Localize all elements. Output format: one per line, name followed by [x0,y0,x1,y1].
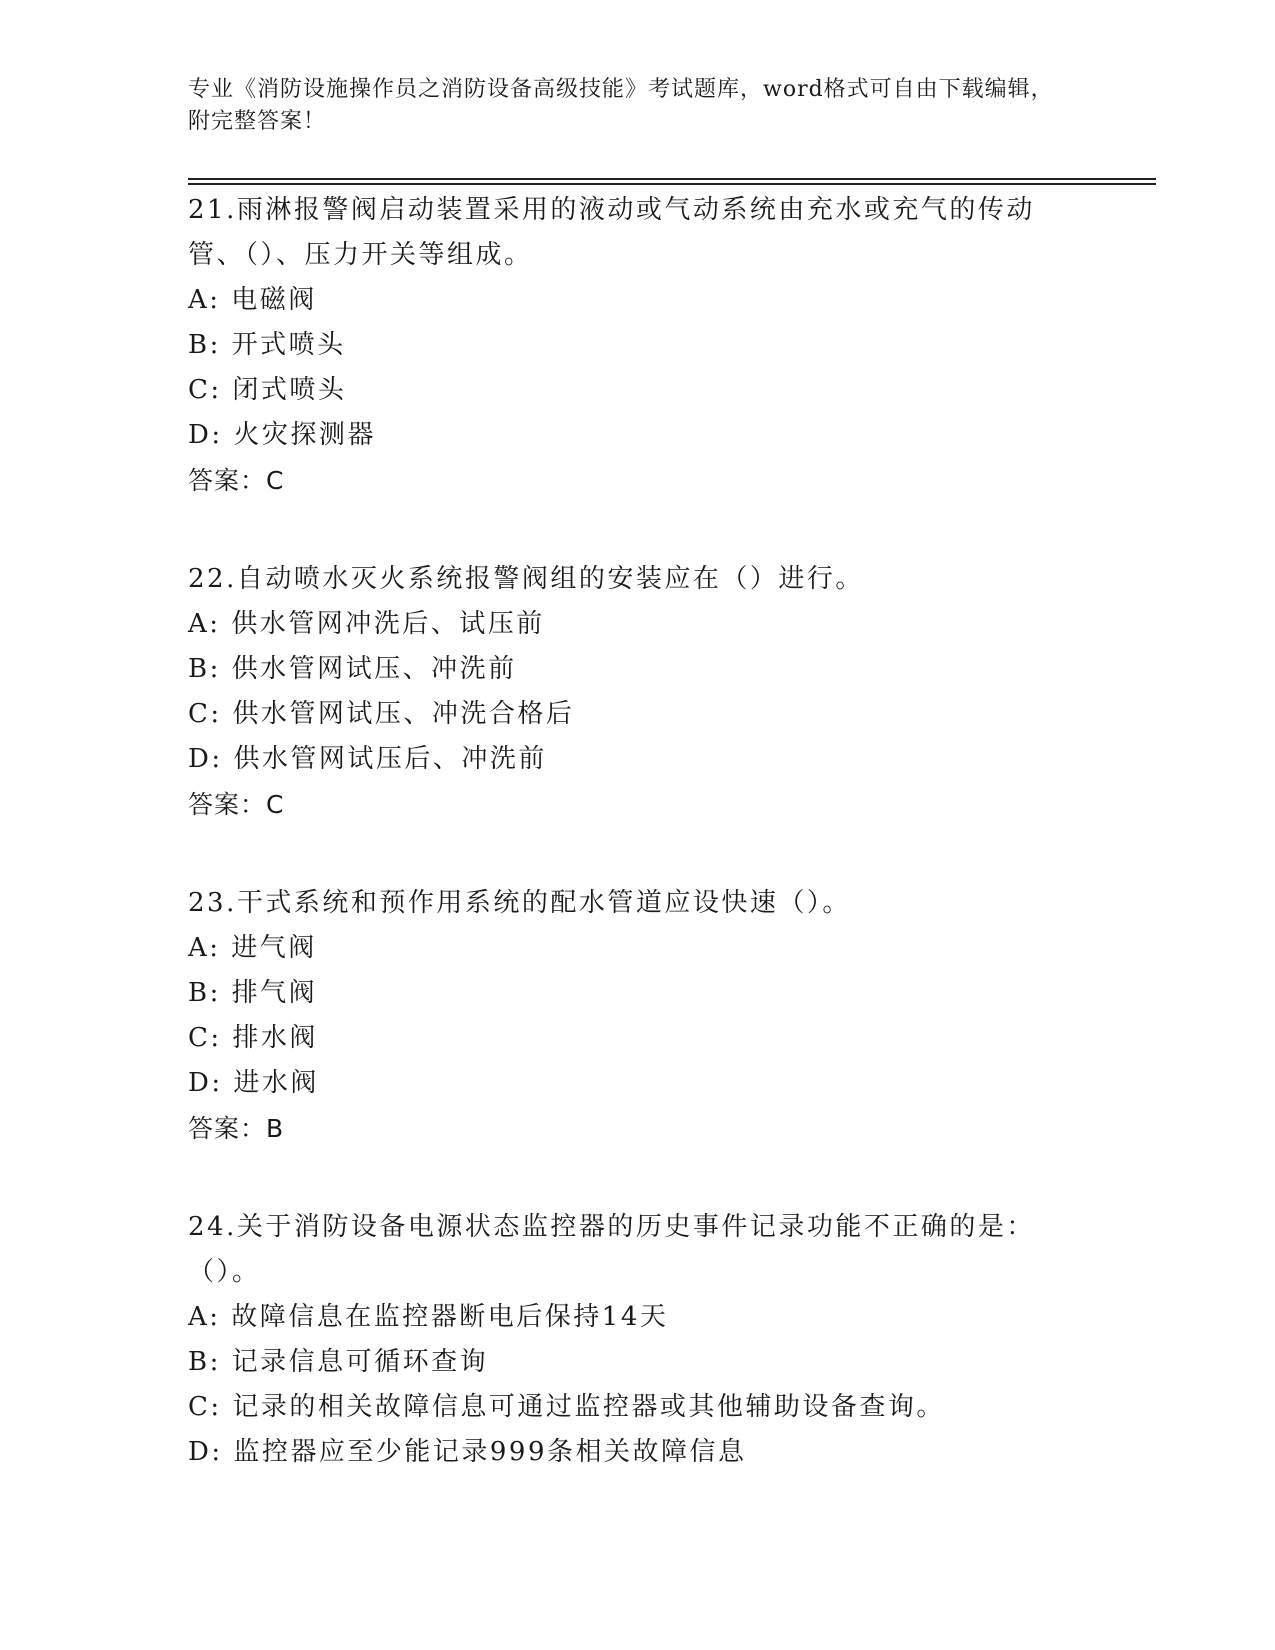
header-divider-top [188,178,1156,180]
question-stem: 24.关于消防设备电源状态监控器的历史事件记录功能不正确的是：（）。 [188,1212,1035,1287]
option-a: A: 故障信息在监控器断电后保持14天 [188,1302,669,1332]
option-d: D: 火灾探测器 [188,420,376,450]
header-divider-bottom [188,183,1156,185]
answer: 答案：C [188,466,285,495]
question-22 [188,557,1088,827]
option-d: D: 监控器应至少能记录999条相关故障信息 [188,1437,747,1467]
question-21 [188,188,1088,503]
option-b: B: 排气阀 [188,978,318,1008]
option-a: A: 供水管网冲洗后、试压前 [188,609,545,639]
question-24 [188,1205,1088,1475]
question-23 [188,881,1088,1151]
option-d: D: 供水管网试压后、冲洗前 [188,744,547,774]
option-c: C: 记录的相关故障信息可通过监控器或其他辅助设备查询。 [188,1392,945,1422]
option-d: D: 进水阀 [188,1068,319,1098]
option-a: A: 进气阀 [188,933,317,963]
option-b: B: 开式喷头 [188,330,346,360]
question-stem: 21.雨淋报警阀启动装置采用的液动或气动系统由充水或充气的传动管、（）、压力开关等组成。 [188,195,1035,270]
answer: 答案：B [188,1114,285,1143]
answer: 答案：C [188,790,285,819]
option-b: B: 供水管网试压、冲洗前 [188,654,517,684]
document-intro: 专业《消防设施操作员之消防设备高级技能》考试题库，word格式可自由下载编辑，附完整答案！ [188,77,1054,134]
option-c: C: 闭式喷头 [188,375,347,405]
question-list [188,188,1088,1529]
option-c: C: 排水阀 [188,1023,318,1053]
question-stem: 22.自动喷水灭火系统报警阀组的安装应在（）进行。 [188,564,864,594]
option-c: C: 供水管网试压、冲洗合格后 [188,699,575,729]
option-a: A: 电磁阀 [188,285,317,315]
question-stem: 23.干式系统和预作用系统的配水管道应设快速（）。 [188,888,851,918]
option-b: B: 记录信息可循环查询 [188,1347,489,1377]
